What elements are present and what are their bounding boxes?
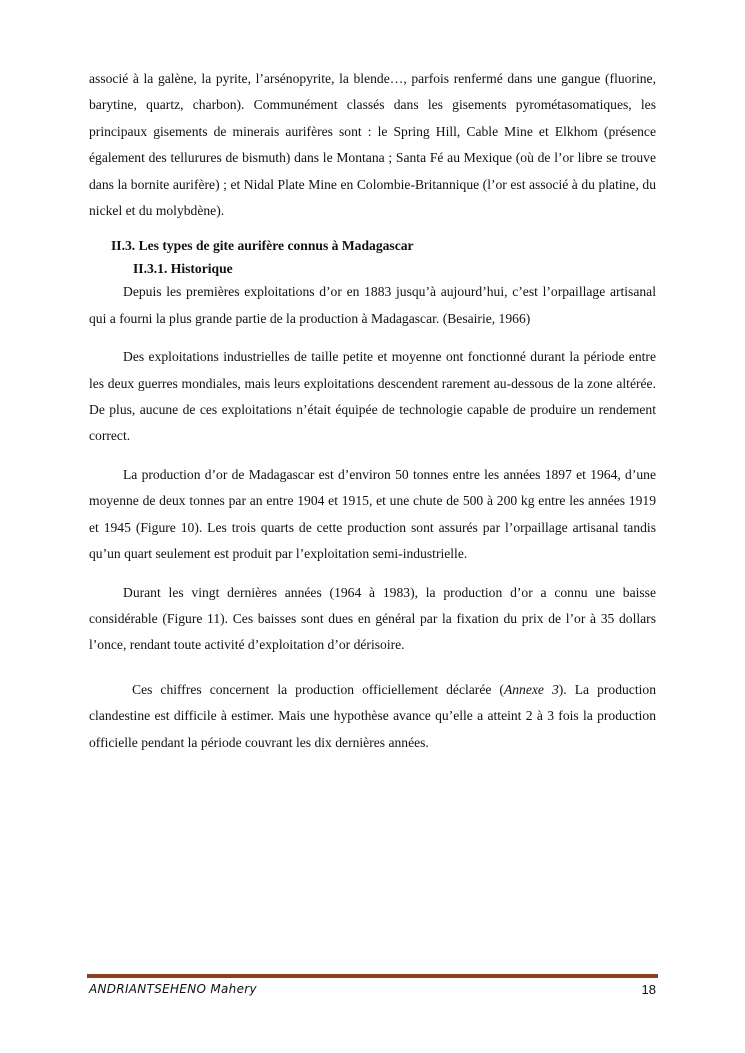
footer-author: ANDRIANTSEHENO Mahery [89, 982, 257, 996]
footer-rule [87, 974, 658, 978]
paragraph-5 [89, 677, 656, 756]
paragraph-intro: associé à la galène, la pyrite, l’arsénopyrite, la blende…, parfois renfermé dans une gangue (fluorine, barytine, quartz, charbon). Communément classés dans les gisements pyrométasomatiques, les principaux gisements de minerais aurifères sont : le Spring Hill, Cable Mine et Elkhom (présence également des tellurures de bismuth) dans le Montana ; Santa Fé au Mexique (où de l’or libre se trouve dans la bornite aurifère) ; et Nidal Plate Mine en Colombie-Britannique (l’or est associé à du platine, du nickel et du molybdène). [89, 71, 656, 219]
subsection-heading: II.3.1. Historique [133, 261, 233, 277]
paragraph-5-end: ). La production clandestine est difficile à estimer. Mais une hypothèse avance qu’elle a atteint 2 à 3 fois la production officielle pendant la période couvrant les dix dernières années. [89, 681, 656, 750]
section-heading: II.3. Les types de gite aurifère connus à Madagascar [111, 238, 414, 254]
paragraph-4: Durant les vingt dernières années (1964 à 1983), la production d’or a connu une baisse considérable (Figure 11). Ces baisses sont dues en général par la fixation du prix de l’or à 35 dollars l’once, rendant toute activité d’exploitation d’or dérisoire. [89, 584, 656, 653]
paragraph-3: La production d’or de Madagascar est d’environ 50 tonnes entre les années 1897 et 1964, d’une moyenne de deux tonnes par an entre 1904 et 1915, et une chute de 500 à 200 kg entre les années 1919 et 1945 (Figure 10). Les trois quarts de cette production sont assurés par l’orpaillage artisanal tandis qu’un quart seulement est produit par l’exploitation semi-industrielle. [89, 466, 656, 562]
paragraph-1: Depuis les premières exploitations d’or en 1883 jusqu’à aujourd’hui, c’est l’orpaillage artisanal qui a fourni la plus grande partie de la production à Madagascar. (Besairie, 1966) [89, 284, 656, 326]
annex-reference: Annexe 3 [503, 681, 559, 697]
paragraph-2: Des exploitations industrielles de taille petite et moyenne ont fonctionné durant la période entre les deux guerres mondiales, mais leurs exploitations descendent rarement au-dessous de la zone altérée. De plus, aucune de ces exploitations n’était équipée de technologie capable de produire un rendement correct. [89, 349, 656, 444]
page-number: 18 [641, 982, 656, 997]
paragraph-5-start: Ces chiffres concernent la production officiellement déclarée ( [132, 681, 504, 697]
document-page [89, 66, 656, 756]
